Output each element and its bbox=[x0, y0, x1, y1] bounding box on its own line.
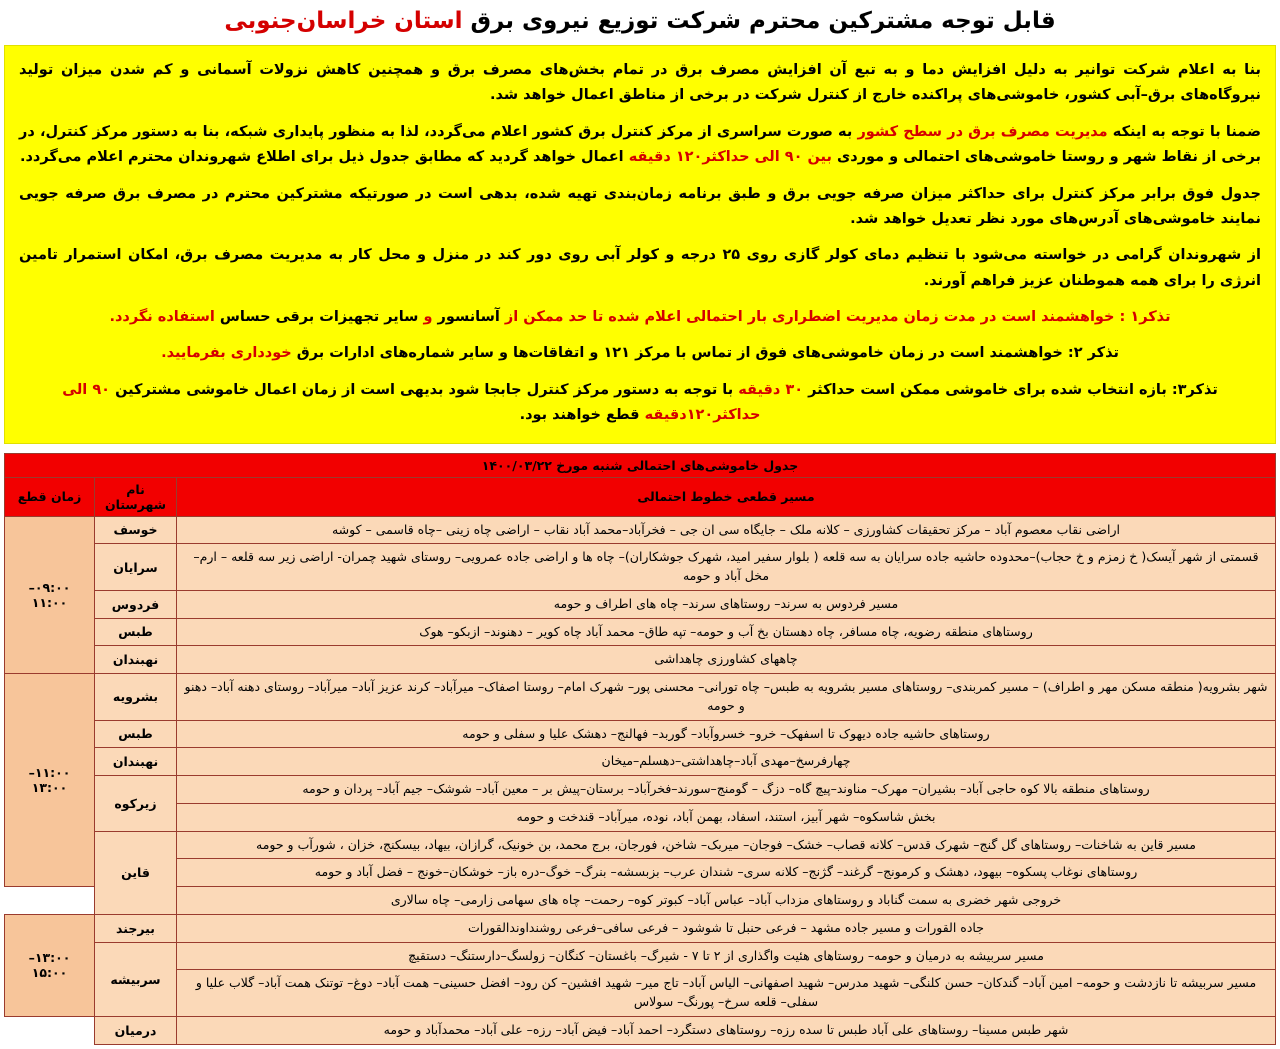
cell-timeslot: ۰۹:۰۰–۱۱:۰۰ bbox=[5, 516, 95, 674]
notice-text: بنا به اعلام شرکت توانیر به دلیل افزایش دما و به تبع آن افزایش مصرف برق در تمام بخش‌های مصرف برق و همچنین کاهش نزولات آسمانی و کم شدن میزان تولید نیروگاه‌های برق–آبی کشور، خاموشی‌های پراکنده خارج از کنترل شرکت در برخی از مناطق اعمال خواهد شد. bbox=[19, 62, 1261, 104]
table-row bbox=[5, 776, 1276, 804]
cell-routes: روستاهای نوغاب پسکوه– بیهود، دهشک و کرمونج– گرغند– گژنج– کلانه سری– شندان عرب– بزبسشه– بنرگ– خوگ–دره باز– خوشکان–خونج – فضل آباد و حومه bbox=[177, 859, 1276, 887]
table-row bbox=[5, 831, 1276, 859]
notice-text: اعمال خواهد گردید که مطابق جدول ذیل برای اطلاع شهروندان محترم اعلام می‌گردد. bbox=[19, 149, 629, 166]
notice-highlight-text: استفاده نگردد. bbox=[109, 309, 220, 326]
notice-highlight-text: مدیریت مصرف برق در سطح کشور bbox=[857, 123, 1108, 140]
notice-text: از شهروندان گرامی در خواسته می‌شود با تنظیم دمای کولر گازی روی ۲۵ درجه و کولر آبی روی دور کند در منزل و محل کار به مدیریت مصرف برق، امکان استمرار تامین انرژی را برای همه هموطنان عزیز فراهم آورند. bbox=[19, 247, 1261, 289]
table-row bbox=[5, 544, 1276, 591]
table-row bbox=[5, 748, 1276, 776]
cell-routes: روستاهای منطقه بالا کوه حاجی آباد– بشیران– مهرک– مناوند–پیچ گاه– دزگ – گومنج–سورند–فخرآباد– برستان–پیش بر – معین آباد– شوشک– جیم آباد– پردان و حومه bbox=[177, 776, 1276, 804]
cell-city: سرایان bbox=[95, 544, 177, 591]
cell-routes: مسیر سربیشه به درمیان و حومه– روستاهای هئیت واگذاری از ۲ تا ۷ - شیرگ– باغستان– کنگان– زولسگ–دارستنگ– دستقیچ bbox=[177, 942, 1276, 970]
notice-text: تذکر ۲: خواهشمند است در زمان خاموشی‌های فوق از تماس با مرکز ۱۲۱ و اتفاقات‌ها و سایر شماره‌های ادارات برق bbox=[291, 345, 1119, 362]
table-row bbox=[5, 1016, 1276, 1044]
notice-paragraph bbox=[19, 58, 1261, 109]
header-city: نام شهرستان bbox=[95, 477, 177, 516]
cell-routes: مسیر قاین به شاخنات– روستاهای گل گنج– شهرک قدس– کلانه قصاب– خشک– فوجان– میربک– شاخن، فورجان، برج محمد، بن خونیک، گرازان، بیهاد، بیسکنج، خزان ، شورآب و حومه bbox=[177, 831, 1276, 859]
notice-highlight-text: خودداری بفرمایید. bbox=[161, 345, 292, 362]
cell-routes: بخش شاسکوه– شهر آبیز، استند، اسفاد، بهمن آباد، نوده، میرآباد– قندخت و حومه bbox=[177, 803, 1276, 831]
notice-text: قطع خواهند بود. bbox=[519, 407, 645, 424]
table-row bbox=[5, 674, 1276, 721]
cell-city: طبس bbox=[95, 618, 177, 646]
cell-city: درمیان bbox=[95, 1016, 177, 1044]
notice-text: سایر تجهیزات برقی حساس bbox=[219, 309, 419, 326]
table-header-row bbox=[5, 477, 1276, 516]
cell-routes: قسمتی از شهر آیسک( خ زمزم و خ حجاب)–محدوده حاشیه جاده سرایان به سه قلعه ( بلوار سفیر امید، شهرک جوشکاران)– چاه ها و اراضی جاده عمرویی– روستای شهید چمران- اراضی زیر سه قلعه – ارم– مخل آباد و حومه bbox=[177, 544, 1276, 591]
table-caption-row bbox=[5, 453, 1276, 477]
cell-city: طبس bbox=[95, 720, 177, 748]
notice-text: به صورت سراسری از مرکز کنترل برق کشور اعلام می‌گردد، لذا به منظور پایداری شبکه، بنا به دستور مرکز کنترل، در برخی از نقاط شهر و روستا خاموشی‌های احتمالی و موردی bbox=[19, 123, 1261, 166]
notice-text: با توجه به دستور مرکز کنترل جابجا شود بدیهی است از زمان اعمال خاموشی مشترکین bbox=[110, 381, 739, 398]
notice-highlight-text: تذکر۱ : خواهشمند است در مدت زمان مدیریت اضطراری بار احتمالی اعلام شده تا حد ممکن از bbox=[499, 309, 1171, 326]
cell-routes: مسیر سربیشه تا نازدشت و حومه– امین آباد– گندکان– حسن کلنگی– شهید مدرس– شهید اصفهانی– الیاس آباد– تاج میر– شهید افشین– کن رود– افضل حسینی– همت آباد– دوغ– توتنک همت آباد– گلاب علیا و سفلی– قلعه سرخ– پورنگ– سولاس bbox=[177, 970, 1276, 1017]
cell-city: نهبندان bbox=[95, 748, 177, 776]
cell-routes: روستاهای منطقه رضویه، چاه مسافر، چاه دهستان بخ آب و حومه– تپه طاق– محمد آباد چاه کویر – دهنوند– ازبکو– هوک bbox=[177, 618, 1276, 646]
cell-city: بشرویه bbox=[95, 674, 177, 721]
cell-routes: شهر طبس مسینا– روستاهای علی آباد طبس تا سده رزه– روستاهای دستگرد– احمد آباد– فیض آباد– رزه– علی آباد– محمدآباد و حومه bbox=[177, 1016, 1276, 1044]
notice-highlight-text: ۳۰ دقیقه bbox=[738, 381, 804, 398]
table-row bbox=[5, 720, 1276, 748]
cell-routes: چهارفرسخ–مهدی آباد–چاهداشتی–دهسلم–میخان bbox=[177, 748, 1276, 776]
table-row bbox=[5, 970, 1276, 1017]
table-row bbox=[5, 618, 1276, 646]
outage-table-wrapper bbox=[4, 453, 1276, 1045]
page-title-prefix: قابل توجه مشترکین محترم شرکت توزیع نیروی برق bbox=[462, 8, 1056, 34]
table-row bbox=[5, 516, 1276, 544]
cell-city: قاین bbox=[95, 831, 177, 914]
cell-city: فردوس bbox=[95, 590, 177, 618]
notice-box bbox=[4, 45, 1276, 444]
notice-text: جدول فوق برابر مرکز کنترل برای حداکثر میزان صرفه جویی برق و طبق برنامه زمان‌بندی تهیه شده، بدهی است در صورتیکه مشترکین محترم در مصرف برق صرفه جویی نمایند خاموشی‌های آدرس‌های مورد نظر تعدیل خواهد شد. bbox=[19, 185, 1261, 227]
notice-paragraph bbox=[19, 120, 1261, 171]
cell-city: بیرجند bbox=[95, 914, 177, 942]
outage-table bbox=[4, 453, 1276, 1045]
notice-paragraph bbox=[19, 341, 1261, 366]
cell-city: زیرکوه bbox=[95, 776, 177, 832]
header-routes: مسیر قطعی خطوط احتمالی bbox=[177, 477, 1276, 516]
notice-highlight-text: و bbox=[418, 309, 438, 326]
header-time: زمان قطع bbox=[5, 477, 95, 516]
page-title bbox=[0, 0, 1280, 45]
cell-city: سربیشه bbox=[95, 942, 177, 1016]
table-row bbox=[5, 859, 1276, 887]
table-row bbox=[5, 942, 1276, 970]
table-row bbox=[5, 590, 1276, 618]
cell-routes: جاده القورات و مسیر جاده مشهد – فرعی حنبل تا شوشود – فرعی سافی–فرعی روشنداوندالقورات bbox=[177, 914, 1276, 942]
notice-highlight-text: بین ۹۰ الی حداکثر۱۲۰ دقیقه bbox=[628, 149, 832, 166]
notice-paragraph bbox=[19, 305, 1261, 330]
notice-paragraph bbox=[19, 243, 1261, 294]
table-row bbox=[5, 646, 1276, 674]
notice-paragraph bbox=[19, 378, 1261, 429]
cell-routes: خروجی شهر خضری به سمت گناباد و روستاهای مزداب آباد– عباس آباد– کبوتر کوه– رحمت– چاه های سهامی زارمی– چاه سالاری bbox=[177, 887, 1276, 915]
cell-routes: روستاهای حاشیه جاده دیهوک تا اسفهک– خرو– خسروآباد– گوربد– فهالنج– دهشک علیا و سفلی و حومه bbox=[177, 720, 1276, 748]
cell-routes: مسیر فردوس به سرند– روستاهای سرند– چاه های اطراف و حومه bbox=[177, 590, 1276, 618]
cell-timeslot: ۱۳:۰۰–۱۵:۰۰ bbox=[5, 914, 95, 1016]
cell-routes: چاههای کشاورزی چاهداشی bbox=[177, 646, 1276, 674]
notice-paragraph bbox=[19, 182, 1261, 233]
cell-city: خوسف bbox=[95, 516, 177, 544]
notice-highlight-text: ۹۰ الی حداکثر۱۲۰دقیقه bbox=[62, 381, 761, 424]
table-caption: جدول خاموشی‌های احتمالی شنبه مورخ ۱۴۰۰/۰۳/۲۲ bbox=[5, 453, 1276, 477]
page-title-highlight: استان خراسان‌جنوبی bbox=[224, 8, 463, 34]
table-row bbox=[5, 914, 1276, 942]
cell-timeslot: ۱۱:۰۰–۱۳:۰۰ bbox=[5, 674, 95, 887]
notice-text: آسانسور bbox=[437, 309, 500, 326]
table-row bbox=[5, 887, 1276, 915]
cell-routes: شهر بشرویه( منطقه مسکن مهر و اطراف) – مسیر کمربندی– روستاهای مسیر بشرویه به طبس– چاه تورانی– محسنی پور– شهرک امام– روستا اصفاک– میرآباد– کرند عزیز آباد– میرآباد– روستای دهنه آباد– دهنو و حومه bbox=[177, 674, 1276, 721]
notice-text: ضمنا با توجه به اینکه bbox=[1107, 123, 1261, 140]
cell-city: نهبندان bbox=[95, 646, 177, 674]
table-row bbox=[5, 803, 1276, 831]
notice-text: تذکر۳: بازه انتخاب شده برای خاموشی ممکن است حداکثر bbox=[803, 381, 1218, 398]
cell-routes: اراضی نقاب معصوم آباد – مرکز تحقیقات کشاورزی – کلانه ملک – جایگاه سی ان جی – فخرآباد–محمد آباد نقاب – اراضی چاه زینی –چاه قاسمی – کوشه bbox=[177, 516, 1276, 544]
